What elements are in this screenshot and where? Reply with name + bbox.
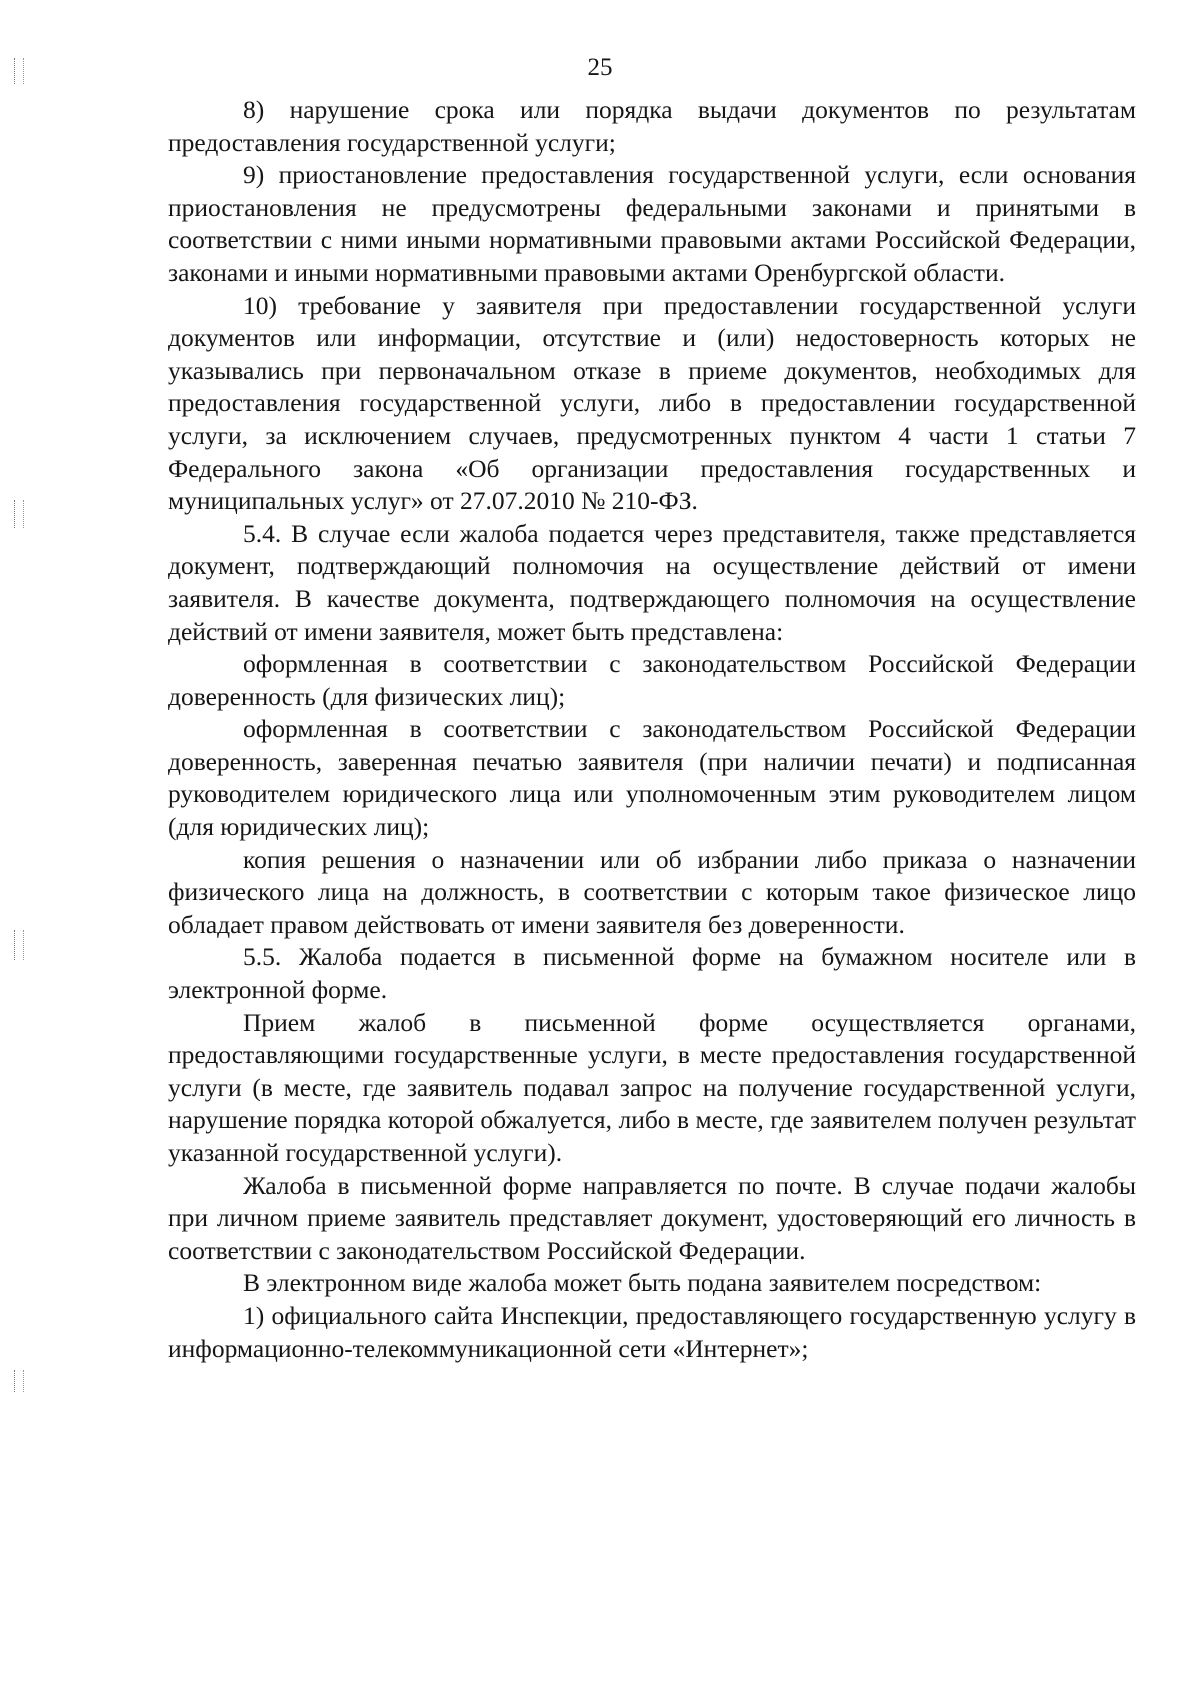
- scan-edge-mark: [14, 930, 24, 960]
- paragraph: 10) требование у заявителя при предоставлении государственной услуги документов или информации, отсутствие и (или) недостоверность которых не указывались при первоначальном отказе в приеме документов, необходимых для предоставления государственной услуги, либо в предоставлении государственной услуги, за исключением случаев, предусмотренных пунктом 4 части 1 статьи 7 Федерального закона «Об организации предоставления государственных и муниципальных услуг» от 27.07.2010 № 210-ФЗ.: [168, 290, 1136, 516]
- paragraph: оформленная в соответствии с законодательством Российской Федерации доверенность (для физических лиц);: [168, 649, 1136, 711]
- paragraph: копия решения о назначении или об избрании либо приказа о назначении физического лица на должность, в соответствии с которым такое физическое лицо обладает правом действовать от имени заявителя без доверенности.: [168, 844, 1136, 939]
- paragraph: оформленная в соответствии с законодательством Российской Федерации доверенность, заверенная печатью заявителя (при наличии печати) и подписанная руководителем юридического лица или уполномоченным этим руководителем лицом (для юридических лиц);: [168, 714, 1136, 842]
- paragraph: 5.5. Жалоба подается в письменной форме на бумажном носителе или в электронной форме.: [168, 942, 1136, 1005]
- paragraph: Жалоба в письменной форме направляется по почте. В случае подачи жалобы при личном приеме заявитель представляет документ, удостоверяющий его личность в соответствии с законодательством Российской Федерации.: [168, 1170, 1136, 1265]
- scan-edge-mark: [14, 1370, 24, 1392]
- document-body: [168, 94, 1136, 1365]
- page-number: 25: [587, 54, 613, 81]
- paragraph: 8) нарушение срока или порядка выдачи документов по результатам предоставления государственной услуги;: [168, 95, 1136, 157]
- scan-edge-mark: [14, 58, 24, 84]
- paragraph: Прием жалоб в письменной форме осуществляется органами, предоставляющими государственные услуги, в месте предоставления государственной услуги (в месте, где заявитель подавал запрос на получение государственной услуги, нарушение порядка которой обжалуется, либо в месте, где заявителем получен результат указанной государственной услуги).: [168, 1007, 1136, 1167]
- paragraph: 9) приостановление предоставления государственной услуги, если основания приостановления не предусмотрены федеральными законами и принятыми в соответствии с ними иными нормативными правовыми актами Российской Федерации, законами и иными нормативными правовыми актами Оренбургской области.: [168, 160, 1136, 287]
- paragraph: В электронном виде жалоба может быть подана заявителем посредством:: [243, 1268, 1042, 1298]
- paragraph: 5.4. В случае если жалоба подается через представителя, также представляется документ, подтверждающий полномочия на осуществление действий от имени заявителя. В качестве документа, подтверждающего полномочия на осуществление действий от имени заявителя, может быть представлена:: [168, 518, 1136, 646]
- paragraph: 1) официального сайта Инспекции, предоставляющего государственную услугу в информационно-телекоммуникационной сети «Интернет»;: [168, 1300, 1136, 1363]
- scan-edge-mark: [14, 500, 24, 528]
